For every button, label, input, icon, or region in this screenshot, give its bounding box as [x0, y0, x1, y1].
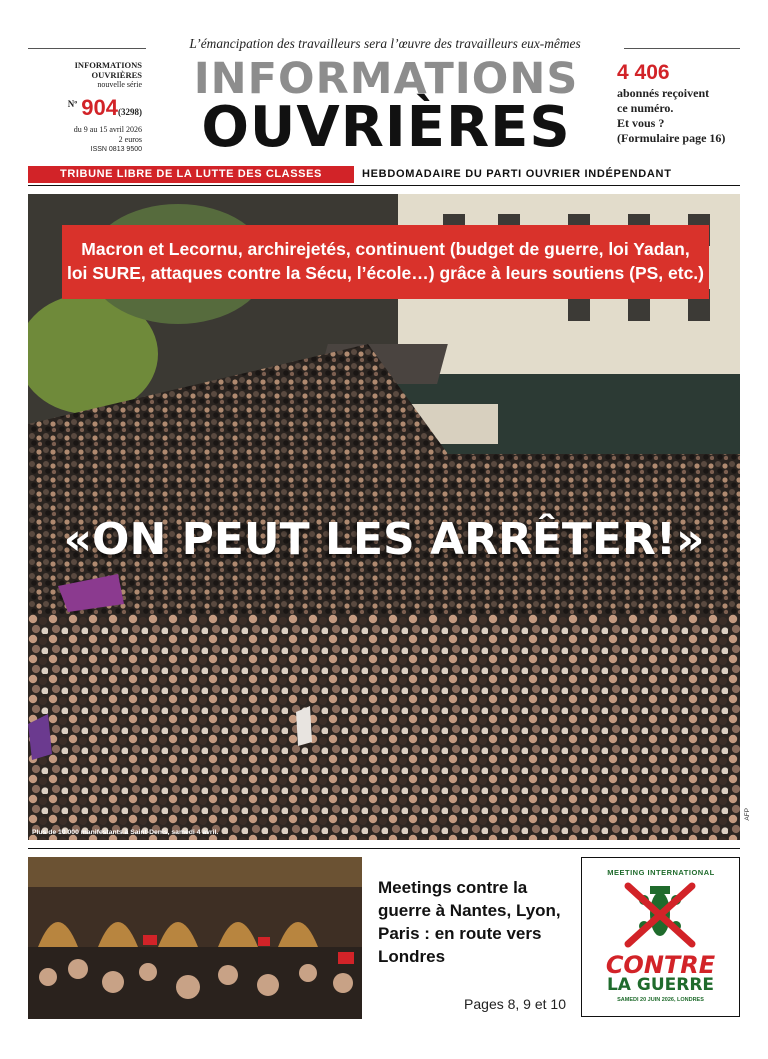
photo-caption: Plus de 10 000 manifestants à Saint-Denis, samedi 4 avril. [32, 829, 219, 836]
issue-old-number: (3298) [118, 107, 142, 117]
masthead-ouvrieres: OUVRIÈRES [201, 95, 571, 160]
top-rule-right [624, 48, 740, 49]
issn: ISSN 0813 9500 [90, 146, 142, 153]
photo-credit: AFP [744, 808, 751, 821]
issue-number: 904 [81, 95, 118, 120]
issue-prefix: Nº [67, 99, 78, 109]
issue-price: 2 euros [118, 135, 142, 144]
bomb-cross-icon [620, 878, 700, 950]
small-title-line1: INFORMATIONS [74, 60, 142, 70]
promo-meeting-label: MEETING INTERNATIONAL [607, 868, 715, 877]
small-title-line2: OUVRIÈRES [91, 70, 142, 80]
story-pages-ref: Pages 8, 9 et 10 [464, 996, 566, 1012]
headline-box [62, 225, 709, 299]
motto: L’émancipation des travailleurs sera l’œuvre des travailleurs eux-mêmes [189, 36, 581, 51]
top-rule-left [28, 48, 146, 49]
promo-date-text: SAMEDI 20 JUIN 2026, LONDRES [617, 997, 704, 1003]
promo-contre-text: CONTRE [605, 951, 716, 979]
issue-info-block [26, 60, 142, 155]
meeting-hall-photo [28, 857, 362, 1019]
band-underline [28, 185, 740, 186]
headline-line2: loi SURE, attaques contre la Sécu, l’école…) grâce à leurs soutiens (PS, etc.) [66, 263, 704, 283]
subscriber-line3: Et vous ? [617, 116, 665, 130]
meeting-hall-illustration [28, 857, 362, 1019]
subscription-form-link[interactable]: (Formulaire page 16) [617, 131, 726, 145]
subscriber-count: 4 406 [617, 61, 670, 84]
subscriber-counter [617, 60, 747, 146]
subscriber-line2: ce numéro. [617, 101, 674, 115]
hebdomadaire-band: HEBDOMADAIRE DU PARTI OUVRIER INDÉPENDANT [362, 168, 672, 180]
story-headline-meetings[interactable]: Meetings contre la guerre à Nantes, Lyon, Paris : en route vers Londres [378, 878, 561, 966]
promo-la-guerre-text: LA GUERRE [606, 975, 715, 995]
headline-line1: Macron et Lecornu, archirejetés, continuent (budget de guerre, loi Yadan, [81, 239, 690, 259]
series-label: nouvelle série [97, 80, 142, 89]
tribune-band: TRIBUNE LIBRE DE LA LUTTE DES CLASSES [28, 166, 354, 183]
section-divider [28, 848, 740, 849]
masthead-informations: INFORMATIONS [193, 54, 579, 104]
issue-number-line [26, 92, 142, 124]
issue-dates: du 9 au 15 avril 2026 [73, 125, 142, 134]
main-quote-headline: «ON PEUT LES ARRÊTER!» [63, 514, 705, 565]
subscriber-line1: abonnés reçoivent [617, 86, 710, 100]
